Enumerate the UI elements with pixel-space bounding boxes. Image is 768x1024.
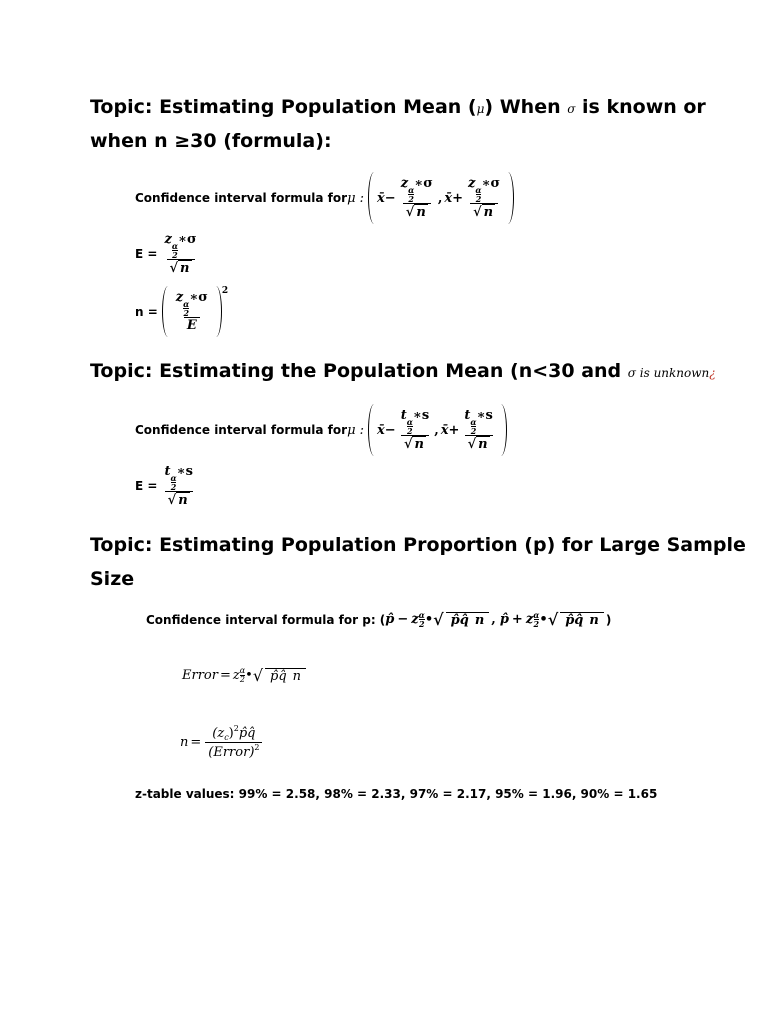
sqrt-icon: √ [252, 666, 264, 685]
sqrt-icon: √ [547, 610, 559, 629]
ci-interval-expression [368, 172, 514, 224]
comma: , [491, 612, 496, 627]
alpha-symbol: α [170, 473, 177, 483]
sqrt-icon: √ [467, 437, 477, 452]
n-symbol: n [478, 437, 488, 452]
sigma-symbol: σ [567, 102, 576, 116]
n-symbol: n [414, 437, 424, 452]
alpha-symbol: α [239, 666, 246, 675]
xbar-symbol: x̄ [377, 422, 385, 438]
section2-e-formula [135, 464, 198, 508]
z-symbol: z [400, 176, 409, 191]
sqrt-icon: √ [405, 205, 415, 220]
phat-symbol: p̂ [270, 668, 279, 684]
z-symbol: z [175, 290, 184, 305]
e-label: E = [135, 247, 158, 261]
comma: , [434, 422, 439, 438]
alpha-symbol: α [533, 610, 540, 620]
xbar-symbol: x̄ [440, 422, 449, 438]
error-formula [182, 666, 308, 685]
section1-title-b: ) When [484, 96, 568, 118]
two-symbol: 2 [533, 619, 540, 629]
alpha-symbol: α [418, 610, 425, 620]
section1-title-a: Topic: Estimating Population Mean ( [90, 96, 477, 118]
two-symbol: 2 [475, 194, 482, 204]
e-symbol: E [184, 317, 200, 333]
close-paren: ) [605, 612, 612, 627]
times-sigma: ∗σ [189, 290, 208, 305]
zc-symbol: (z [212, 726, 225, 741]
n-symbol: n [180, 734, 189, 750]
section1-ci-formula [135, 172, 514, 224]
margin-fraction [398, 176, 436, 220]
two-symbol: 2 [239, 675, 245, 684]
section2-ci-formula [135, 404, 507, 456]
sqrt-icon: √ [473, 205, 482, 220]
xbar-symbol: x̄ [444, 190, 453, 206]
pq-over-n [446, 612, 490, 628]
z-symbol: z [411, 612, 419, 627]
plus-sign: + [511, 612, 523, 627]
z-symbol: z [232, 668, 240, 683]
xbar-symbol: x̄ [377, 190, 385, 206]
minus-sign: − [384, 422, 396, 438]
ci-label-mu: μ : [347, 190, 365, 206]
bullet-symbol: • [245, 668, 253, 683]
two-symbol: 2 [407, 426, 413, 436]
e-label: E = [135, 479, 158, 493]
mu-symbol: μ [476, 102, 485, 116]
sqrt-icon: √ [403, 437, 413, 452]
section2-heading [90, 354, 716, 390]
minus-sign: − [397, 612, 409, 627]
phat-symbol: p̂ [238, 726, 248, 741]
e-fraction [161, 232, 199, 276]
section3-heading: Topic: Estimating Population Proportion (p) for Large Sample [90, 534, 746, 556]
plus-sign: + [452, 190, 464, 206]
phat-symbol: p̂ [499, 612, 509, 627]
e-fraction-t [161, 464, 195, 508]
alpha-symbol: α [475, 185, 482, 195]
times-s: ∗s [176, 464, 193, 479]
sqrt-icon: √ [167, 493, 177, 508]
alpha-symbol: α [470, 417, 477, 427]
z-table-values: z-table values: 99% = 2.58, 98% = 2.33, 97% = 2.17, 95% = 1.96, 90% = 1.65 [135, 787, 658, 801]
section1-n-formula [135, 286, 228, 337]
two-symbol: 2 [408, 194, 414, 204]
inverted-question-mark: ¿ [709, 366, 716, 380]
margin-fraction [465, 176, 503, 220]
times-sigma: ∗σ [414, 176, 433, 191]
qhat-symbol: q̂ [574, 612, 584, 628]
section1-heading [90, 90, 706, 126]
comma: , [437, 190, 443, 206]
error-exponent: 2 [254, 743, 260, 752]
zc-subscript: c [224, 733, 229, 742]
n-symbol: n [416, 205, 426, 220]
phat-symbol: p̂ [450, 612, 460, 628]
n-symbol: n [178, 493, 188, 508]
section3-heading-line2: Size [90, 568, 135, 590]
ci-label: Confidence interval formula for [135, 191, 348, 205]
section1-heading-line2: when n ≥30 (formula): [90, 130, 332, 152]
alpha-symbol: α [406, 417, 413, 427]
section1-title-c: is known or [575, 96, 706, 118]
minus-sign: − [384, 190, 396, 206]
sigma-unknown-text: σ is unknown [627, 366, 710, 380]
two-symbol: 2 [170, 482, 177, 492]
n-symbol: n [290, 668, 304, 684]
proportion-interval-expression [385, 610, 611, 629]
qhat-symbol: q̂ [247, 726, 256, 741]
times-sigma: ∗σ [481, 176, 501, 191]
ci-label-p: Confidence interval formula for p: ( [146, 612, 386, 627]
times-s: ∗s [412, 408, 430, 423]
equals-sign: = [219, 668, 231, 683]
z-symbol: z [525, 612, 534, 627]
two-symbol: 2 [172, 250, 178, 260]
section1-e-formula [135, 232, 202, 276]
section3-ci-formula [146, 610, 611, 629]
ci-label: Confidence interval formula for [135, 423, 348, 437]
t-margin-fraction [461, 408, 495, 452]
two-symbol: 2 [418, 619, 425, 629]
n-label: n = [135, 304, 158, 319]
z-symbol: z [164, 232, 172, 247]
qhat-symbol: q̂ [278, 668, 287, 684]
alpha-symbol: α [171, 241, 178, 251]
qhat-symbol: q̂ [459, 612, 469, 628]
n-symbol: n [586, 612, 601, 628]
t-symbol: t [464, 408, 471, 423]
n-paren-expression [162, 286, 222, 337]
two-symbol: 2 [183, 308, 190, 318]
n-symbol: n [472, 612, 487, 628]
equals-sign: = [190, 734, 202, 750]
z-symbol: z [468, 176, 476, 191]
error-symbol: Error [182, 668, 218, 683]
times-s: ∗s [476, 408, 493, 423]
alpha-symbol: α [408, 185, 415, 195]
ci-label-mu: μ : [347, 422, 365, 438]
pq-over-n [265, 668, 306, 684]
pq-over-n [560, 612, 604, 628]
alpha-symbol: α [183, 299, 190, 309]
n-symbol: n [483, 205, 494, 220]
bullet-symbol: • [424, 612, 434, 627]
t-margin-fraction [398, 408, 432, 452]
phat-symbol: p̂ [565, 612, 575, 628]
t-symbol: t [400, 408, 407, 423]
plus-sign: + [448, 422, 460, 438]
square-exponent: 2 [221, 286, 229, 296]
error-denominator: (Error) [208, 745, 255, 760]
zc-exponent: 2 [233, 724, 239, 733]
n-fraction [173, 290, 211, 333]
sqrt-icon: √ [433, 610, 444, 629]
sqrt-icon: √ [169, 261, 179, 276]
two-symbol: 2 [470, 426, 477, 436]
section2-title-a: Topic: Estimating the Population Mean (n<30 and [90, 360, 628, 382]
ci-interval-expression-t [368, 404, 507, 456]
times-sigma: ∗σ [177, 232, 197, 247]
sample-size-formula [180, 724, 264, 760]
t-symbol: t [164, 464, 171, 479]
phat-symbol: p̂ [385, 612, 395, 627]
bullet-symbol: • [539, 612, 548, 627]
n-symbol: n [180, 261, 190, 276]
sample-size-fraction: $\frac{(z_c)^2p̂q̂}{(Error)^2}$ [205, 724, 262, 760]
